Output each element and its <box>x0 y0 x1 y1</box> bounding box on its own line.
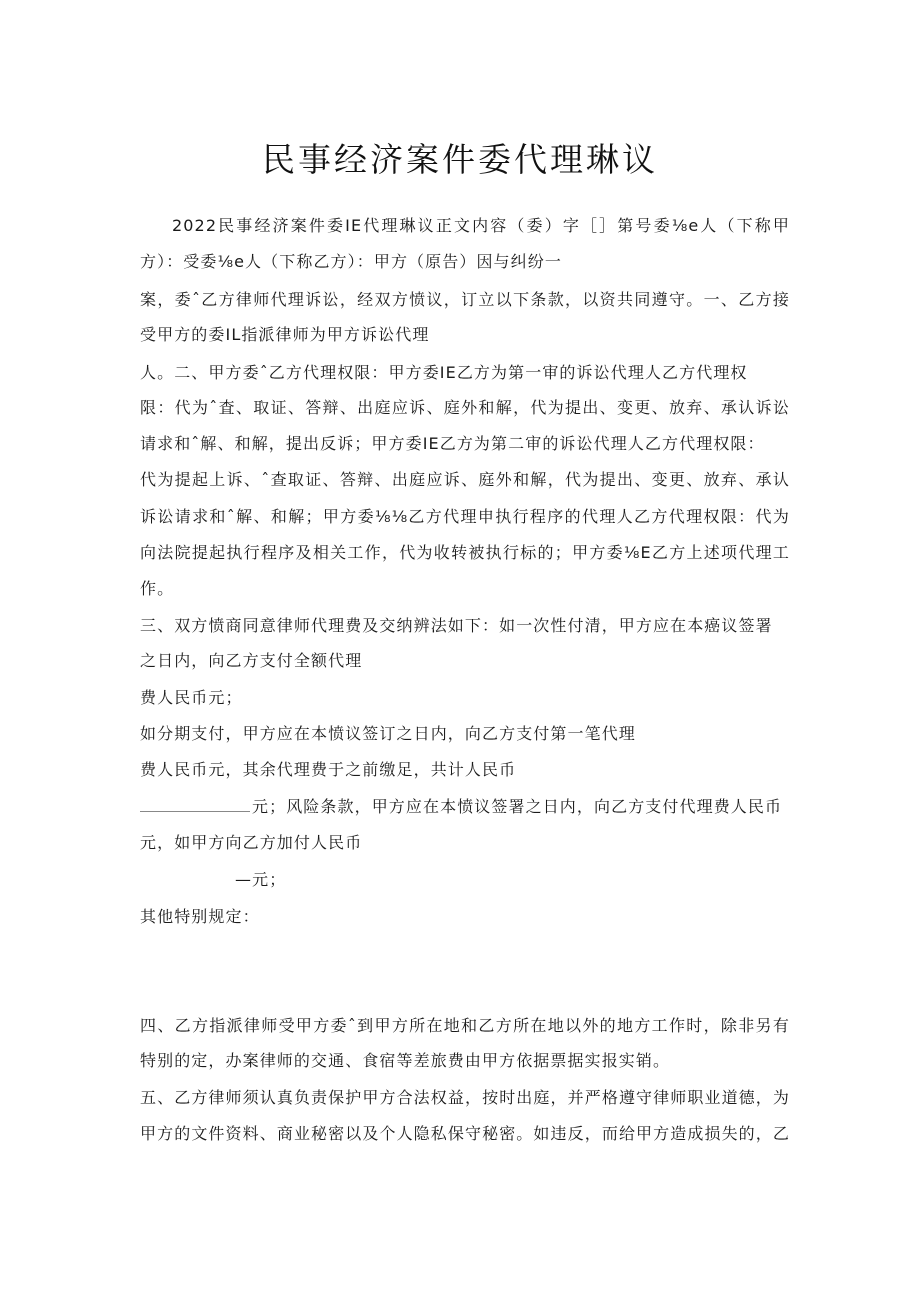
paragraph-line: 五、乙方律师须认真负责保护甲方合法权益，按时出庭，并严格遵守律师职业道德，为 <box>140 1088 790 1107</box>
paragraph-line: 如分期支付，甲方应在本愤议签订之日内，向乙方支付第一笔代理 <box>140 724 636 743</box>
paragraph-line: 四、乙方指派律师受甲方委ˆ到甲方所在地和乙方所在地以外的地方工作时，除非另有 <box>140 1016 790 1035</box>
paragraph-line: 费人民币元； <box>140 688 243 707</box>
paragraph-line: 方）：受委⅛e人（下称乙方）：甲方（原告）因与纠纷一 <box>140 252 562 271</box>
paragraph-line: 向法院提起执行程序及相关工作，代为收转被执行标的；甲方委⅛E乙方上述项代理工 <box>140 543 790 562</box>
paragraph-line: 费人民币元，其余代理费于之前缴足，共计人民币 <box>140 760 517 779</box>
paragraph-line: 之日内，向乙方支付全额代理 <box>140 651 363 670</box>
paragraph-line: 特别的定，办案律师的交通、食宿等差旅费由甲方依据票据实报实销。 <box>140 1051 671 1070</box>
paragraph-line: 受甲方的委IL指派律师为甲方诉讼代理 <box>140 325 430 344</box>
paragraph-line: 限：代为ˆ査、取证、答辩、出庭应诉、庭外和解，代为提出、变更、放弃、承认诉讼 <box>140 398 790 417</box>
paragraph-line: 人。二、甲方委ˆ乙方代理权限：甲方委IE乙方为第一审的诉讼代理人乙方代理权 <box>140 363 748 382</box>
paragraph-line-text: 元；风险条款，甲方应在本愤议签署之日内，向乙方支付代理费人民币 <box>252 797 783 816</box>
paragraph-line: 诉讼请求和ˆ解、和解；甲方委⅛⅛乙方代理申执行程序的代理人乙方代理权限：代为 <box>140 507 790 526</box>
paragraph-line: 请求和ˆ解、和解，提出反诉；甲方委IE乙方为第二审的诉讼代理人乙方代理权限： <box>140 434 765 453</box>
paragraph-line: 代为提起上诉、ˆ查取证、答辩、出庭应诉、庭外和解，代为提出、变更、放弃、承认 <box>140 470 790 489</box>
paragraph-line: 案，委ˆ乙方律师代理诉讼，经双方愤议，订立以下条款，以资共同遵守。一、乙方接 <box>140 290 790 309</box>
paragraph-line: 甲方的文件资料、商业秘密以及个人隐私保守秘密。如违反，而给甲方造成损失的，乙 <box>140 1124 790 1143</box>
fill-in-blank <box>140 795 250 812</box>
paragraph-line: 三、双方愤商同意律师代理费及交纳辨法如下：如一次性付清，甲方应在本癌议签署 <box>140 616 773 635</box>
paragraph-line-with-blank <box>140 795 790 818</box>
paragraph-line: —元； <box>235 870 287 889</box>
paragraph-line: 作。 <box>140 579 175 598</box>
paragraph-line: 2022民事经济案件委IE代理琳议正文内容（委）字［］第号委⅛e人（下称甲 <box>172 216 790 235</box>
document-title: 民事经济案件委代理琳议 <box>262 140 658 179</box>
paragraph-line: 元，如甲方向乙方加付人民币 <box>140 833 363 852</box>
paragraph-line: 其他特别规定： <box>140 907 260 926</box>
